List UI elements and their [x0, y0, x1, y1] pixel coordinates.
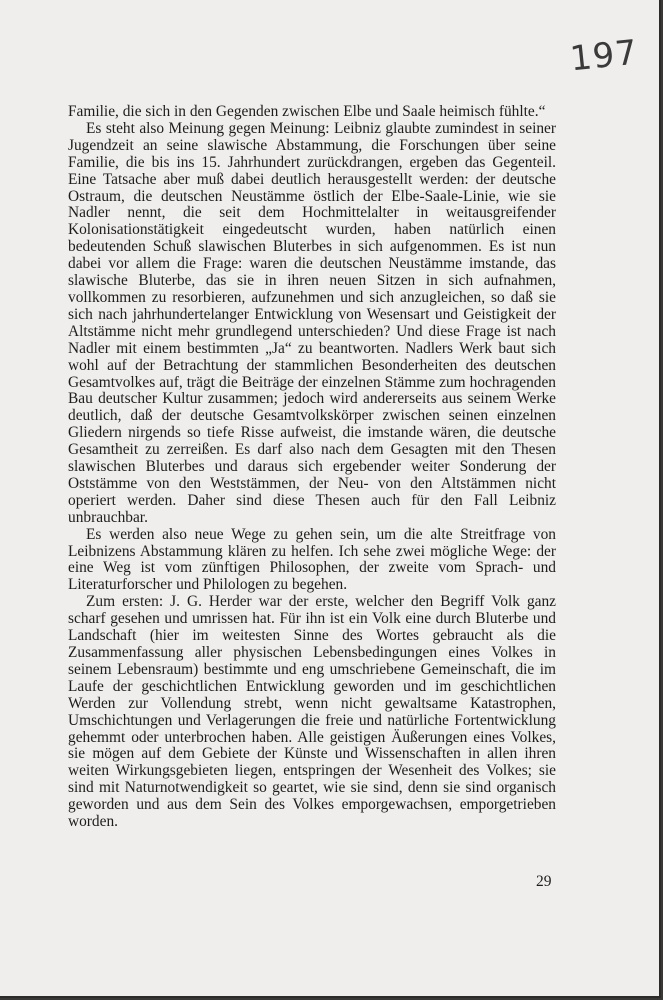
paragraph: Zum ersten: J. G. Herder war der erste, welcher den Begriff Volk ganz scharf gesehen und umrissen hat. Für ihn ist ein Volk eine durch Bluterbe und Landschaft (hier im weitesten Sinne des Wortes gebraucht als die Zusammenfassung aller physischen Lebensbedingungen eines Volkes in seinem Lebensraum) bestimmte und eng umschriebene Gemeinschaft, die im Laufe der geschichtlichen Entwicklung geworden und im geschichtlichen Werden zur Vollendung strebt, wenn nicht gewaltsame Katastrophen, Umschichtungen und Verlagerungen die freie und natürliche Fortentwicklung gehemmt oder unterbrochen haben. Alle geistigen Äußerungen eines Volkes, sie mögen auf dem Gebiete der Künste und Wissenschaften in allen ihren weiten Wirkungsgebieten liegen, entspringen der Wesenheit des Volkes; sie sind mit Naturnotwendigkeit so geartet, wie sie sind, denn sie sind organisch geworden und aus dem Sein des Volkes emporgewachsen, emporgetrieben worden. — [68, 593, 556, 831]
page-number: 29 — [536, 873, 552, 890]
body-text — [68, 104, 556, 831]
paragraph: Es steht also Meinung gegen Meinung: Leibniz glaubte zumindest in seiner Jugendzeit an seine slawische Abstammung, die Forschungen über seine Familie, die bis ins 15. Jahrhundert zurückdrangen, ergeben das Gegenteil. Eine Tatsache aber muß dabei deutlich herausgestellt werden: der deutsche Ostraum, die deutschen Neustämme östlich der Elbe-Saale-Linie, wie sie Nadler nennt, die seit dem Hochmittelalter in weitausgreifender Kolonisationstätigkeit eingedeutscht wurden, haben natürlich einen bedeutenden Schuß slawischen Bluterbes in sich aufgenommen. Es ist nun dabei vor allem die Frage: waren die deutschen Neustämme imstande, das slawische Bluterbe, das sie in ihren neuen Sitzen in sich aufnahmen, vollkommen zu resorbieren, aufzunehmen und sich anzugleichen, so daß sie sich nach jahrhundertelanger Entwicklung von Wesensart und Geistigkeit der Altstämme nicht mehr grundlegend unterschieden? Und diese Frage ist nach Nadler mit einem bestimmten „Ja“ zu beantworten. Nadlers Werk baut sich wohl auf der Betrachtung der stammlichen Besonderheiten des deutschen Gesamtvolkes auf, trägt die Beiträge der einzelnen Stämme zum hochragenden Bau deutscher Kultur zusammen; jedoch wird andererseits aus seinem Werke deutlich, daß der deutsche Gesamtvolkskörper zwischen seinen einzelnen Gliedern nirgends so tiefe Risse aufweist, die imstande wären, die deutsche Gesamtheit zu zerreißen. Es darf also nach dem Gesagten mit den Thesen slawischen Bluterbes und daraus sich ergebender weiter Sonderung der Oststämme von den Weststämmen, der Neu- von den Altstämmen nicht operiert werden. Daher sind diese Thesen auch für den Fall Leibniz unbrauchbar. — [68, 119, 556, 526]
handwritten-page-number: 197 — [568, 32, 640, 80]
paragraph: Familie, die sich in den Gegenden zwischen Elbe und Saale heimisch fühlte.“ — [68, 103, 546, 120]
paragraph: Es werden also neue Wege zu gehen sein, um die alte Streitfrage von Leibnizens Abstammung klären zu helfen. Ich sehe zwei mögliche Wege: der eine Weg ist vom zünftigen Philosophen, der zweite vom Sprach- und Literaturforscher und Philologen zu begehen. — [68, 525, 556, 594]
